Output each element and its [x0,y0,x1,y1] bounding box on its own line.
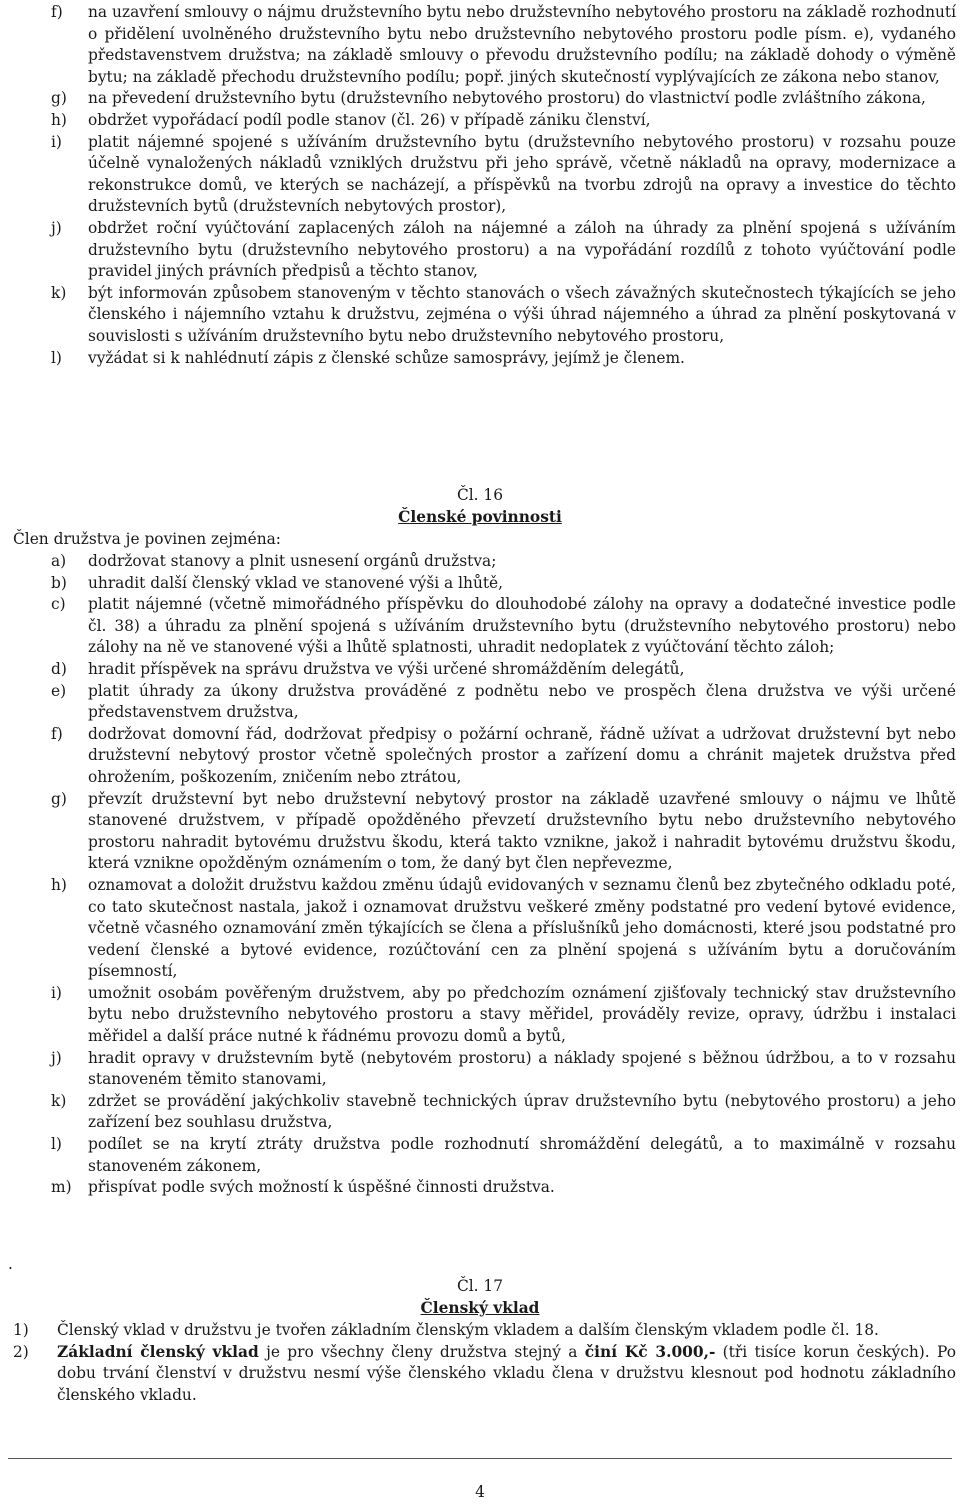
item-label: l) [51,1135,62,1154]
list-item [0,218,960,283]
page-number: 4 [475,1483,485,1501]
list-item [0,724,960,789]
list-item [0,1134,960,1177]
item-label: h) [51,110,67,129]
item-text: přispívat podle svých možností k úspěšné činnosti družstva. [88,1178,555,1197]
list-item [0,875,960,983]
item-text: dodržovat stanovy a plnit usnesení orgánů družstva; [88,552,497,570]
item-label: l) [51,348,62,367]
list-item [0,573,960,595]
list-item [0,659,960,681]
list-item [0,983,960,1048]
list-item [0,283,960,348]
item-label: i) [51,983,62,1002]
item-label: g) [51,789,67,808]
list-item [0,551,960,573]
item-text: na uzavření smlouvy o nájmu družstevního bytu nebo družstevního nebytového prostoru na základě rozhodnutí o přidělení uvolněného družstevního bytu nebo družstevního nebytového prostoru podle písm. e), vydaného představenstvem družstva; na základě smlouvy o převodu družstevního podílu; na základě dohody o výměně bytu; na základě přechodu družstevního podílu; popř. jiných skutečností vyplývajících ze zákona nebo stanov, [88,3,956,86]
item-label: k) [51,1091,67,1110]
item-label: d) [51,659,67,678]
item-text: hradit opravy v družstevním bytě (nebytovém prostoru) a náklady spojené s běžnou údržbou, a to v rozsahu stanoveném těmito stanovami, [88,1048,956,1089]
item-text-mid: je pro všechny členy družstva stejný a [258,1342,585,1361]
item-text: obdržet vypořádací podíl podle stanov (čl. 26) v případě zániku členství, [88,110,651,129]
article-16-number: Čl. 16 [456,486,504,504]
list-item [0,789,960,875]
rights-list [0,2,960,369]
item-text: hradit příspěvek na správu družstva ve výši určené shromážděním delegátů, [88,659,685,678]
item-label: m) [51,1178,72,1197]
list-item [0,110,960,132]
item-bold-amount: činí Kč 3.000,- [584,1342,716,1361]
list-item [0,348,960,370]
article-16-title: Členské povinnosti [398,508,562,526]
item-text: na převedení družstevního bytu (družstevního nebytového prostoru) do vlastnictví podle zvláštního zákona, [88,89,926,108]
item-label: j) [51,218,62,237]
list-item [0,1342,960,1407]
item-text: dodržovat domovní řád, dodržovat předpisy o požární ochraně, řádně užívat a udržovat družstevní byt nebo družstevní nebytový prostor včetně společných prostor a zařízení domu a chránit majetek družstva před ohrožením, poškozením, zničením nebo ztrátou, [88,724,956,786]
item-text: platit úhrady za úkony družstva prováděné z podnětu nebo ve prospěch člena družstva ve výši určené představenstvem družstva, [88,681,956,722]
item-text: oznamovat a doložit družstvu každou změnu údajů evidovaných v seznamu členů bez zbytečného odkladu poté, co tato skutečnost nastala, jakož i oznamovat družstvu veškeré změny podstatné pro vedení bytové evidence, včetně včasného oznamování změn týkajících se člena a příslušníků jeho domácnosti, které jsou podstatné pro vedení členské a bytové evidence, rozúčtování cen za plnění spojená s užíváním bytu a doručováním písemností, [88,875,956,981]
item-text: Členský vklad v družstvu je tvořen základním členským vkladem a dalším členským vkladem podle čl. 18. [57,1321,879,1339]
article-16-intro: Člen družstva je povinen zejména: [13,530,281,548]
list-item [0,681,960,724]
item-label: c) [51,595,66,614]
footer-divider [8,1458,952,1459]
list-item [0,1091,960,1134]
item-text: umožnit osobám pověřeným družstvem, aby po předchozím oznámení zjišťovaly technický stav družstevního bytu nebo družstevního nebytového prostoru a stavy měřidel, prováděly revize, opravy, údržbu i instalaci měřidel a další práce nutné k řádnému provozu domů a bytů, [88,983,956,1046]
item-bold-lead: Základní členský vklad [57,1342,259,1361]
item-label: g) [51,89,67,108]
item-label: e) [51,681,67,700]
item-text: vyžádat si k nahlédnutí zápis z členské schůze samosprávy, jejímž je členem. [88,348,685,367]
item-label: 1) [13,1321,29,1339]
item-label: b) [51,573,67,592]
item-text: převzít družstevní byt nebo družstevní nebytový prostor na základě uzavřené smlouvy o nájmu ve lhůtě stanovené družstvem, v případě opožděného převzetí družstevního bytu nebo družstevního nebytového prostoru nahradit bytovému družstvu škodu, která takto vznikne, jakož i nahradit bytovému družstvu škodu, která vznikne opožděným oznámením o tom, že daný byt člen nepřevezme, [88,789,956,873]
item-label: i) [51,132,62,151]
item-text: podílet se na krytí ztráty družstva podle rozhodnutí shromáždění delegátů, a to maximálně v rozsahu stanoveném zákonem, [88,1135,956,1175]
item-label: f) [51,724,63,743]
list-item [0,2,960,88]
item-text: zdržet se provádění jakýchkoliv stavebně technických úprav družstevního bytu (nebytového prostoru) a jeho zařízení bez souhlasu družstva, [88,1091,956,1132]
item-text: být informován způsobem stanoveným v těchto stanovách o všech závažných skutečnostech týkajících se jeho členského i nájemního vztahu k družstvu, zejména o výši úhrad nájemného a úhrad za plnění poskytovaná v souvislosti s užíváním družstevního bytu nebo družstevního nebytového prostoru, [88,283,956,345]
item-label: f) [51,3,63,21]
list-item [0,88,960,110]
item-label: j) [51,1048,62,1067]
list-item [0,1177,960,1199]
item-label: a) [51,552,67,570]
item-label: h) [51,875,67,894]
deposit-list [0,1320,960,1406]
item-text: platit nájemné (včetně mimořádného příspěvku do dlouhodobé zálohy na opravy a dodatečné investice podle čl. 38) a úhradu za plnění spojená s užíváním družstevního bytu (družstevního nebytového prostoru) nebo zálohy na ně ve stanovené výši a lhůtě splatnosti, uhradit nedoplatek z vyúčtování těchto záloh; [88,595,956,657]
stray-dot: . [8,1255,13,1273]
item-label: 2) [13,1342,29,1361]
list-item [0,132,960,218]
item-text: obdržet roční vyúčtování zaplacených záloh na nájemné a záloh na úhrady za plnění spojená s užíváním družstevního bytu (družstevního nebytového prostoru) a na vypořádání rozdílů z tohoto vyúčtování podle pravidel jiných právních předpisů a těchto stanov, [88,218,956,281]
list-item [0,594,960,659]
item-text-end: (tři tisíce korun českých). Po dobu trvání členství v družstvu nesmí výše členského vkladu člena v družstvu klesnout pod hodnotu základního členského vkladu. [57,1342,956,1404]
duties-list [0,551,960,1199]
article-17-title: Členský vklad [420,1299,540,1317]
list-item [0,1048,960,1091]
article-17-number: Čl. 17 [456,1277,504,1295]
item-text: uhradit další členský vklad ve stanovené výši a lhůtě, [88,573,504,592]
item-text: platit nájemné spojené s užíváním družstevního bytu (družstevního nebytového prostoru) v rozsahu pouze účelně vynaložených nákladů vzniklých družstvu při jeho správě, včetně nákladů na opravy, modernizace a rekonstrukce domů, ve kterých se nacházejí, a příspěvků na tvorbu zdrojů na opravy a investice do těchto družstevních bytů (družstevních nebytových prostor), [88,132,956,216]
list-item [0,1320,960,1342]
item-label: k) [51,283,67,302]
